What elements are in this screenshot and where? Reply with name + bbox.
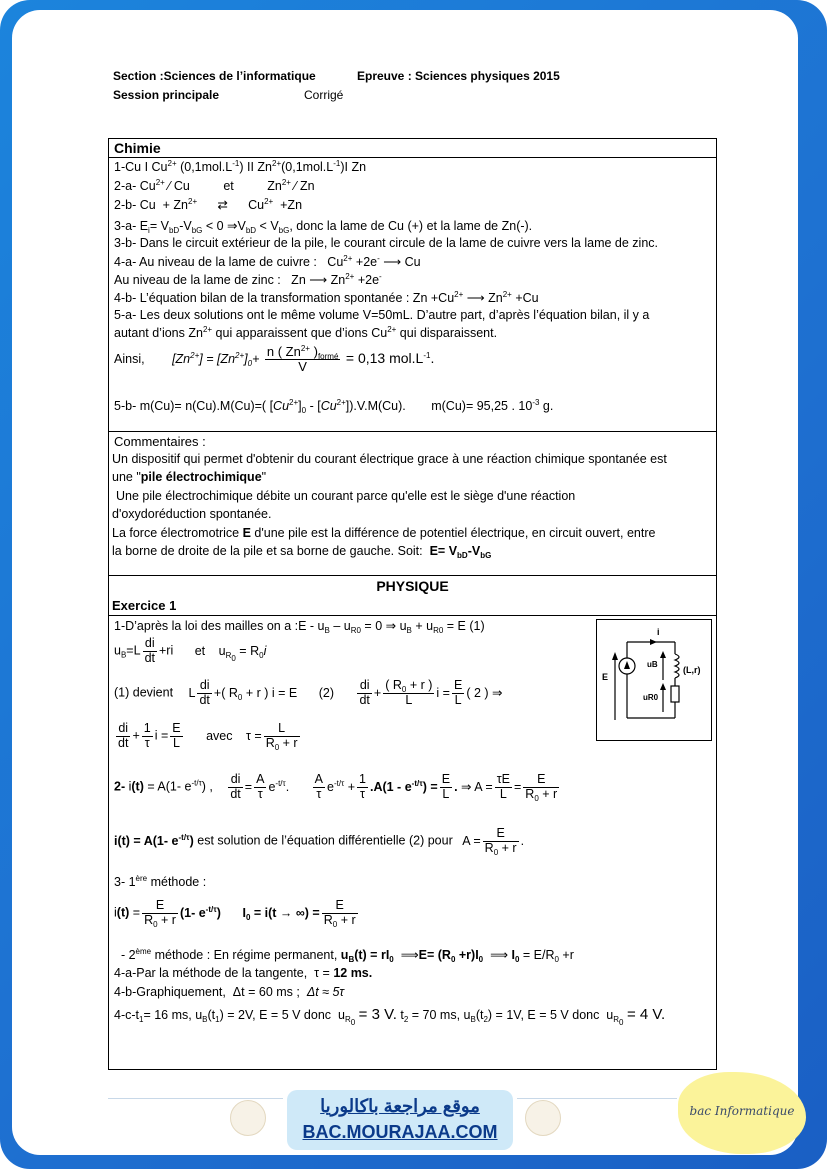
footer-rule-left bbox=[108, 1098, 283, 1099]
chimie-line-3a: 3-a- $E_i= V_{bD}-V_{bG} < 0$ $\Rightarrow V_{bD} < V_{bG}$, donc la lame de Cu (+) et la lame de Zn(-). bbox=[114, 219, 533, 235]
chimie-line-2a: 2-a- $Cu^{2+}$ ⁄ Cu et $Zn^{2+}$ ⁄ Zn bbox=[114, 178, 315, 193]
bac-informatique-logo bbox=[678, 1072, 806, 1154]
header-section: Section :Sciences de l’informatique bbox=[113, 69, 316, 83]
physique-q3-methode2: - 2ème méthode : En régime permanent, $u_B(t) = rI_0$ ⟹E= $(R_0 +r)I_0$ ⟹ $I_0 = E/R_0 +r$ bbox=[114, 947, 574, 964]
right-book-logo bbox=[525, 1100, 561, 1136]
circuit-label-E: E bbox=[602, 672, 609, 682]
commentaires-p2a: Une pile électrochimique débite un courant parce qu'elle est le siège d'une réaction bbox=[116, 489, 576, 503]
divider bbox=[109, 615, 716, 616]
physique-q4a: 4-a-Par la méthode de la tangente, τ = 12 ms. bbox=[114, 966, 373, 980]
circuit-label-i: i bbox=[657, 627, 660, 637]
footer-rule-right bbox=[517, 1098, 677, 1099]
left-book-logo bbox=[230, 1100, 266, 1136]
chimie-title: Chimie bbox=[114, 140, 161, 156]
chimie-line-5a2: autant d’ions $Zn^{2+}$ qui apparaissent que d’ions $Cu^{2+}$ qui disparaissent. bbox=[114, 325, 498, 340]
chimie-line-4b: 4-b- L’équation bilan de la transformation spontanée : $Zn +Cu^{2+}$ ⟶ $Zn^{2+} +Cu$ bbox=[114, 290, 539, 305]
physique-line-1: 1-D’après la loi des mailles on a :E - $u_B - u_{R0} = 0$ ⇒ $u_B + u_{R0} = E$ (1) bbox=[114, 619, 485, 635]
rl-circuit-diagram bbox=[596, 619, 712, 741]
chimie-ainsi-equation: Ainsi, $[Zn^{2+}] = [Zn^{2+}]_0+$ $\frac{n ( Zn^{2+} )_{formé}}{V}$ = 0,13 $mol.L^{-1}$. bbox=[114, 344, 435, 375]
commentaires-title: Commentaires : bbox=[114, 434, 206, 449]
physique-devient-equation: (1) devient L $\frac{di}{dt}$ +( $R_0 + r$ ) i = E (2) $\frac{di}{dt}$ + $\frac{( R_0 + r )}{L}$ i = $\frac{E}{L}$ ( 2 ) ⇒ bbox=[114, 678, 503, 707]
physique-q3-equation: i(t) = $\frac{E}{R_0 + r}$ (1- $e^{-t/\tau}$) $I_0 = i(t$ → ∞) = $\frac{E}{R_0 + r}$ bbox=[114, 898, 356, 929]
circuit-label-uR0: uR0 bbox=[643, 693, 659, 702]
circuit-label-uB: uB bbox=[647, 660, 658, 669]
chimie-line-4a1: 4-a- Au niveau de la lame de cuivre : $Cu^{2+} +2e^-$ ⟶ Cu bbox=[114, 254, 421, 269]
physique-title: PHYSIQUE bbox=[376, 578, 449, 594]
physique-q3: 3- 1ère méthode : bbox=[114, 874, 207, 889]
chimie-line-5a1: 5-a- Les deux solutions ont le même volume V=50mL. D’autre part, d’après l’équation bilan, il y a bbox=[114, 308, 650, 322]
commentaires-p3a: La force électromotrice E d'une pile est la différence de potentiel électrique, en circuit ouvert, entre bbox=[112, 526, 656, 540]
header-epreuve: Epreuve : Sciences physiques 2015 bbox=[357, 69, 560, 83]
header-corrige: Corrigé bbox=[304, 88, 344, 102]
divider bbox=[109, 157, 716, 158]
divider bbox=[109, 431, 716, 432]
physique-q2: 2- i(t) = A(1- $e^{-t/\tau}$) , $\frac{di}{dt}$ = $\frac{A}{\tau}$ $e^{-t/\tau}$. $\frac{A}{\tau}$ $e^{-t/\tau}$ + $\frac{1}{\tau}$ $.A(1 - e^{-t/\tau})$ = $\frac{E}{L}$ . ⇒ A = $\frac{\tau E}{L}$ = $\frac{E}{R_0 + r}$ bbox=[114, 772, 558, 803]
exercice-title: Exercice 1 bbox=[112, 598, 177, 613]
chimie-line-2b: 2-b- $Cu + Zn^{2+}$ ⇄ $Cu^{2+} +Zn$ bbox=[114, 197, 303, 212]
chimie-line-4a2: Au niveau de la lame de zinc : Zn ⟶ $Zn^{2+} +2e^-$ bbox=[114, 272, 382, 287]
commentaires-p1b: une "pile électrochimique" bbox=[112, 470, 267, 484]
chimie-line-1: 1-Cu I $Cu^{2+}$ $(0,1mol.L^{-1})$ II $Zn^{2+}(0,1mol.L^{-1})I$ Zn bbox=[114, 159, 367, 174]
circuit-label-Lr: (L,r) bbox=[683, 665, 701, 675]
commentaires-p1a: Un dispositif qui permet d'obtenir du courant électrique grace à une réaction chimique spontanée est bbox=[112, 452, 667, 466]
physique-tau-equation: $\frac{di}{dt}$ + $\frac{1}{\tau}$ i = $\frac{E}{L}$ avec τ = $\frac{L}{R_0 + r}$ bbox=[118, 721, 298, 752]
physique-q2-solution: i(t) = A(1- $e^{-t/\tau}$) est solution de l’équation différentielle (2) pour A = $\frac{E}{R_0 + r}$ . bbox=[114, 826, 525, 857]
divider bbox=[109, 575, 716, 576]
physique-q4c: $4-c-t_1= 16$ ms, $u_B(t_1) = 2V$, E = 5 V donc $u_{R_0} = 3$ V. $t_2 = 70$ ms, $u_B(t_2) = 1V$, E = 5 V donc $u_{R_0} = 4$ V. bbox=[114, 1006, 666, 1027]
banner-arabic-text: موقع مراجعة باكالوريا bbox=[320, 1096, 480, 1116]
chimie-line-5b: 5-b- m(Cu)= n(Cu).M(Cu)=( $[Cu^{2+}]_0 - [Cu^{2+}]).V.M(Cu)$. m(Cu)= 95,25 . $10^{-3}$ g. bbox=[114, 398, 554, 415]
circuit-svg bbox=[597, 620, 711, 740]
commentaires-p2b: d'oxydoréduction spontanée. bbox=[112, 507, 272, 521]
chimie-line-3b: 3-b- Dans le circuit extérieur de la pile, le courant circule de la lame de cuivre vers la lame de zinc. bbox=[114, 236, 658, 250]
header-session: Session principale bbox=[113, 88, 220, 102]
commentaires-p3b: la borne de droite de la pile et sa borne de gauche. Soit: $E= V_{bD}-V_{bG}$ bbox=[112, 544, 492, 560]
correction-table bbox=[108, 138, 717, 1070]
site-banner[interactable] bbox=[287, 1090, 513, 1150]
brand-text: bac Informatique bbox=[689, 1104, 795, 1118]
physique-q4b: 4-b-Graphiquement, Δt = 60 ms ; Δt ≈ 5τ bbox=[114, 985, 345, 999]
banner-site-url[interactable]: BAC.MOURAJAA.COM bbox=[302, 1122, 498, 1142]
physique-ub-equation: $u_B=L$ $\frac{di}{dt}$ +ri et $u_{R_0} = R_0i$ bbox=[114, 636, 267, 665]
